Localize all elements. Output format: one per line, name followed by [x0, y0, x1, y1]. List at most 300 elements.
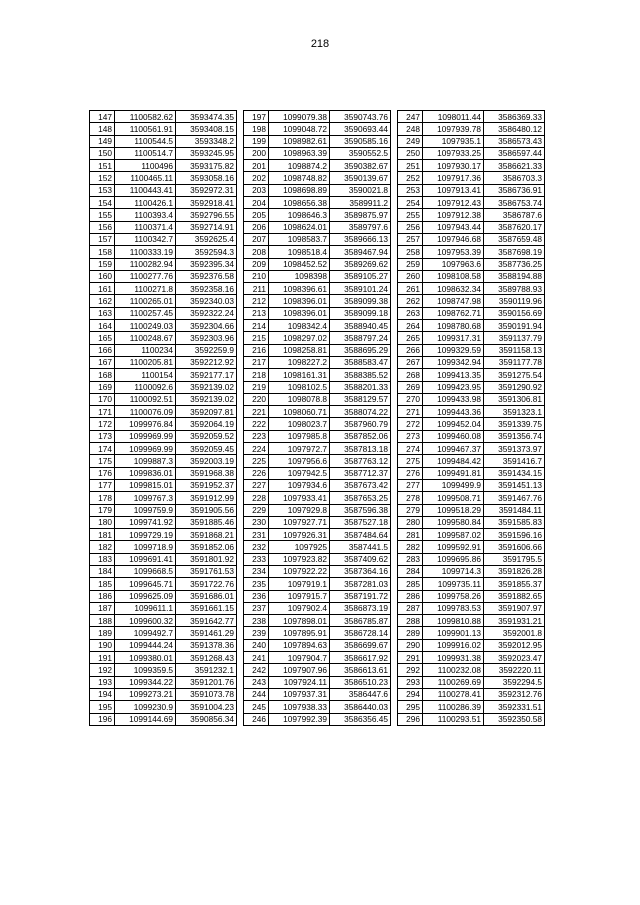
point-number-cell: 155	[90, 209, 115, 221]
point-number-cell: 286	[398, 590, 423, 602]
point-number-cell: 281	[398, 529, 423, 541]
y-coordinate-cell: 3591290.92	[484, 381, 545, 393]
y-coordinate-cell: 3592304.66	[176, 320, 237, 332]
table-row	[398, 553, 545, 565]
y-coordinate-cell: 3587191.72	[330, 590, 391, 602]
table-row	[244, 479, 391, 491]
table-row	[398, 184, 545, 196]
y-coordinate-cell: 3591855.37	[484, 578, 545, 590]
point-number-cell: 216	[244, 344, 269, 356]
point-number-cell: 275	[398, 455, 423, 467]
table-row	[90, 418, 237, 430]
x-coordinate-cell: 1098452.52	[269, 258, 330, 270]
y-coordinate-cell: 3592023.47	[484, 652, 545, 664]
table-row	[90, 590, 237, 602]
x-coordinate-cell: 1099735.11	[423, 578, 484, 590]
y-coordinate-cell: 3592097.81	[176, 406, 237, 418]
table-row	[90, 664, 237, 676]
x-coordinate-cell: 1099810.88	[423, 615, 484, 627]
point-number-cell: 234	[244, 565, 269, 577]
point-number-cell: 151	[90, 160, 115, 172]
table-row	[244, 516, 391, 528]
x-coordinate-cell: 1099380.01	[115, 652, 176, 664]
y-coordinate-cell: 3592064.19	[176, 418, 237, 430]
x-coordinate-cell: 1098060.71	[269, 406, 330, 418]
table-row	[90, 602, 237, 614]
point-number-cell: 285	[398, 578, 423, 590]
point-number-cell: 173	[90, 430, 115, 442]
y-coordinate-cell: 3589099.38	[330, 295, 391, 307]
table-row	[398, 406, 545, 418]
y-coordinate-cell: 3593408.15	[176, 123, 237, 135]
table-row	[244, 418, 391, 430]
y-coordinate-cell: 3591931.21	[484, 615, 545, 627]
x-coordinate-cell: 1098762.71	[423, 307, 484, 319]
x-coordinate-cell: 1100092.51	[115, 393, 176, 405]
table-row	[90, 688, 237, 700]
y-coordinate-cell: 3588129.57	[330, 393, 391, 405]
table-row	[398, 713, 545, 725]
point-number-cell: 190	[90, 639, 115, 651]
table-row	[90, 492, 237, 504]
table-row	[90, 701, 237, 713]
y-coordinate-cell: 3591201.76	[176, 676, 237, 688]
y-coordinate-cell: 3587441.5	[330, 541, 391, 553]
y-coordinate-cell: 3591467.76	[484, 492, 545, 504]
table-row	[398, 615, 545, 627]
x-coordinate-cell: 1099625.09	[115, 590, 176, 602]
x-coordinate-cell: 1097917.36	[423, 172, 484, 184]
x-coordinate-cell: 1099413.35	[423, 369, 484, 381]
table-row	[244, 147, 391, 159]
point-number-cell: 154	[90, 197, 115, 209]
y-coordinate-cell: 3592358.16	[176, 283, 237, 295]
point-number-cell: 207	[244, 233, 269, 245]
table-row	[244, 713, 391, 725]
table-row	[90, 578, 237, 590]
y-coordinate-cell: 3591661.15	[176, 602, 237, 614]
y-coordinate-cell: 3586785.87	[330, 615, 391, 627]
x-coordinate-cell: 1098011.44	[423, 111, 484, 123]
y-coordinate-cell: 3592625.4	[176, 233, 237, 245]
point-number-cell: 221	[244, 406, 269, 418]
y-coordinate-cell: 3588940.45	[330, 320, 391, 332]
point-number-cell: 208	[244, 246, 269, 258]
point-number-cell: 177	[90, 479, 115, 491]
x-coordinate-cell: 1099759.9	[115, 504, 176, 516]
table-row	[398, 565, 545, 577]
x-coordinate-cell: 1097925	[269, 541, 330, 553]
point-number-cell: 287	[398, 602, 423, 614]
x-coordinate-cell: 1098583.7	[269, 233, 330, 245]
x-coordinate-cell: 1097922.22	[269, 565, 330, 577]
table-row	[398, 307, 545, 319]
x-coordinate-cell: 1099443.36	[423, 406, 484, 418]
table-row	[398, 209, 545, 221]
table-row	[244, 209, 391, 221]
point-number-cell: 253	[398, 184, 423, 196]
point-number-cell: 218	[244, 369, 269, 381]
point-number-cell: 238	[244, 615, 269, 627]
table-row	[244, 504, 391, 516]
x-coordinate-cell: 1098747.98	[423, 295, 484, 307]
point-number-cell: 256	[398, 221, 423, 233]
point-number-cell: 245	[244, 701, 269, 713]
table-row	[90, 197, 237, 209]
x-coordinate-cell: 1100092.6	[115, 381, 176, 393]
point-number-cell: 269	[398, 381, 423, 393]
y-coordinate-cell: 3592059.52	[176, 430, 237, 442]
x-coordinate-cell: 1100257.45	[115, 307, 176, 319]
x-coordinate-cell: 1097912.38	[423, 209, 484, 221]
point-number-cell: 262	[398, 295, 423, 307]
y-coordinate-cell: 3592395.34	[176, 258, 237, 270]
point-number-cell: 171	[90, 406, 115, 418]
point-number-cell: 244	[244, 688, 269, 700]
x-coordinate-cell: 1099592.91	[423, 541, 484, 553]
point-number-cell: 249	[398, 135, 423, 147]
y-coordinate-cell: 3592972.31	[176, 184, 237, 196]
point-number-cell: 270	[398, 393, 423, 405]
table-row	[244, 246, 391, 258]
y-coordinate-cell: 3589666.13	[330, 233, 391, 245]
point-number-cell: 201	[244, 160, 269, 172]
table-row	[398, 381, 545, 393]
y-coordinate-cell: 3591339.75	[484, 418, 545, 430]
point-number-cell: 213	[244, 307, 269, 319]
table-row	[90, 455, 237, 467]
table-row	[398, 676, 545, 688]
y-coordinate-cell: 3592796.55	[176, 209, 237, 221]
y-coordinate-cell: 3591882.65	[484, 590, 545, 602]
table-row	[398, 369, 545, 381]
y-coordinate-cell: 3590382.67	[330, 160, 391, 172]
y-coordinate-cell: 3591826.28	[484, 565, 545, 577]
point-number-cell: 160	[90, 270, 115, 282]
table-row	[90, 172, 237, 184]
table-row	[398, 344, 545, 356]
table-row	[244, 443, 391, 455]
x-coordinate-cell: 1099492.7	[115, 627, 176, 639]
y-coordinate-cell: 3587484.64	[330, 529, 391, 541]
point-number-cell: 278	[398, 492, 423, 504]
x-coordinate-cell: 1098102.5	[269, 381, 330, 393]
x-coordinate-cell: 1098518.4	[269, 246, 330, 258]
y-coordinate-cell: 3586736.91	[484, 184, 545, 196]
y-coordinate-cell: 3589101.24	[330, 283, 391, 295]
point-number-cell: 241	[244, 652, 269, 664]
table-row	[398, 443, 545, 455]
x-coordinate-cell: 1100393.4	[115, 209, 176, 221]
point-number-cell: 250	[398, 147, 423, 159]
point-number-cell: 193	[90, 676, 115, 688]
y-coordinate-cell: 3590856.34	[176, 713, 237, 725]
table-row	[90, 233, 237, 245]
point-number-cell: 152	[90, 172, 115, 184]
x-coordinate-cell: 1099691.41	[115, 553, 176, 565]
x-coordinate-cell: 1097926.31	[269, 529, 330, 541]
point-number-cell: 272	[398, 418, 423, 430]
point-number-cell: 182	[90, 541, 115, 553]
x-coordinate-cell: 1100443.41	[115, 184, 176, 196]
y-coordinate-cell: 3592003.19	[176, 455, 237, 467]
table-row	[398, 135, 545, 147]
point-number-cell: 283	[398, 553, 423, 565]
y-coordinate-cell: 3586613.61	[330, 664, 391, 676]
point-number-cell: 194	[90, 688, 115, 700]
y-coordinate-cell: 3591585.83	[484, 516, 545, 528]
y-coordinate-cell: 3591434.15	[484, 467, 545, 479]
point-number-cell: 291	[398, 652, 423, 664]
point-number-cell: 181	[90, 529, 115, 541]
y-coordinate-cell: 3590021.8	[330, 184, 391, 196]
y-coordinate-cell: 3591722.76	[176, 578, 237, 590]
x-coordinate-cell: 1100076.09	[115, 406, 176, 418]
point-number-cell: 222	[244, 418, 269, 430]
table-row	[398, 639, 545, 651]
point-number-cell: 157	[90, 233, 115, 245]
x-coordinate-cell: 1098632.34	[423, 283, 484, 295]
point-number-cell: 263	[398, 307, 423, 319]
x-coordinate-cell: 1099767.3	[115, 492, 176, 504]
point-number-cell: 230	[244, 516, 269, 528]
point-number-cell: 255	[398, 209, 423, 221]
point-number-cell: 296	[398, 713, 423, 725]
y-coordinate-cell: 3592177.17	[176, 369, 237, 381]
point-number-cell: 161	[90, 283, 115, 295]
table-row	[244, 369, 391, 381]
table-row	[90, 652, 237, 664]
table-row	[398, 467, 545, 479]
table-row	[398, 652, 545, 664]
point-number-cell: 192	[90, 664, 115, 676]
coordinate-table-1	[89, 110, 237, 726]
y-coordinate-cell: 3592303.96	[176, 332, 237, 344]
point-number-cell: 189	[90, 627, 115, 639]
x-coordinate-cell: 1100496	[115, 160, 176, 172]
point-number-cell: 172	[90, 418, 115, 430]
table-row	[244, 565, 391, 577]
table-row	[90, 516, 237, 528]
y-coordinate-cell: 3591373.97	[484, 443, 545, 455]
table-row	[398, 393, 545, 405]
x-coordinate-cell: 1097985.8	[269, 430, 330, 442]
table-row	[90, 295, 237, 307]
table-row	[90, 639, 237, 651]
x-coordinate-cell: 1099741.92	[115, 516, 176, 528]
y-coordinate-cell: 3591905.56	[176, 504, 237, 516]
table-row	[90, 553, 237, 565]
point-number-cell: 203	[244, 184, 269, 196]
y-coordinate-cell: 3586597.44	[484, 147, 545, 159]
table-row	[244, 111, 391, 123]
table-row	[90, 111, 237, 123]
x-coordinate-cell: 1099342.94	[423, 356, 484, 368]
table-row	[90, 147, 237, 159]
x-coordinate-cell: 1100561.91	[115, 123, 176, 135]
point-number-cell: 231	[244, 529, 269, 541]
y-coordinate-cell: 3590139.67	[330, 172, 391, 184]
y-coordinate-cell: 3592259.9	[176, 344, 237, 356]
y-coordinate-cell: 3587409.62	[330, 553, 391, 565]
x-coordinate-cell: 1097904.7	[269, 652, 330, 664]
x-coordinate-cell: 1099783.53	[423, 602, 484, 614]
x-coordinate-cell: 1100269.69	[423, 676, 484, 688]
x-coordinate-cell: 1097902.4	[269, 602, 330, 614]
x-coordinate-cell: 1099695.86	[423, 553, 484, 565]
y-coordinate-cell: 3587736.25	[484, 258, 545, 270]
y-coordinate-cell: 3590552.5	[330, 147, 391, 159]
x-coordinate-cell: 1099887.3	[115, 455, 176, 467]
x-coordinate-cell: 1099714.3	[423, 565, 484, 577]
x-coordinate-cell: 1098108.58	[423, 270, 484, 282]
y-coordinate-cell: 3586617.92	[330, 652, 391, 664]
table-row	[244, 393, 391, 405]
table-row	[398, 258, 545, 270]
x-coordinate-cell: 1098161.31	[269, 369, 330, 381]
point-number-cell: 167	[90, 356, 115, 368]
point-number-cell: 217	[244, 356, 269, 368]
table-row	[244, 295, 391, 307]
point-number-cell: 290	[398, 639, 423, 651]
y-coordinate-cell: 3590119.96	[484, 295, 545, 307]
y-coordinate-cell: 3587763.12	[330, 455, 391, 467]
table-row	[244, 652, 391, 664]
point-number-cell: 289	[398, 627, 423, 639]
x-coordinate-cell: 1097992.39	[269, 713, 330, 725]
table-row	[398, 418, 545, 430]
point-number-cell: 158	[90, 246, 115, 258]
y-coordinate-cell: 3586621.33	[484, 160, 545, 172]
y-coordinate-cell: 3590156.69	[484, 307, 545, 319]
point-number-cell: 168	[90, 369, 115, 381]
x-coordinate-cell: 1099499.9	[423, 479, 484, 491]
page-number: 218	[310, 38, 330, 50]
y-coordinate-cell: 3589788.93	[484, 283, 545, 295]
x-coordinate-cell: 1100271.8	[115, 283, 176, 295]
table-row	[398, 221, 545, 233]
point-number-cell: 185	[90, 578, 115, 590]
y-coordinate-cell: 3591761.53	[176, 565, 237, 577]
x-coordinate-cell: 1097923.82	[269, 553, 330, 565]
x-coordinate-cell: 1099901.13	[423, 627, 484, 639]
x-coordinate-cell: 1099444.24	[115, 639, 176, 651]
table-row	[398, 356, 545, 368]
y-coordinate-cell: 3593348.2	[176, 135, 237, 147]
point-number-cell: 175	[90, 455, 115, 467]
y-coordinate-cell: 3588695.29	[330, 344, 391, 356]
x-coordinate-cell: 1100293.51	[423, 713, 484, 725]
x-coordinate-cell: 1097943.44	[423, 221, 484, 233]
y-coordinate-cell: 3591137.79	[484, 332, 545, 344]
point-number-cell: 268	[398, 369, 423, 381]
y-coordinate-cell: 3587596.38	[330, 504, 391, 516]
y-coordinate-cell: 3588385.52	[330, 369, 391, 381]
y-coordinate-cell: 3586356.45	[330, 713, 391, 725]
table-row	[244, 639, 391, 651]
point-number-cell: 274	[398, 443, 423, 455]
table-row	[90, 246, 237, 258]
point-number-cell: 179	[90, 504, 115, 516]
table-row	[398, 529, 545, 541]
y-coordinate-cell: 3591952.37	[176, 479, 237, 491]
table-row	[90, 479, 237, 491]
x-coordinate-cell: 1097898.01	[269, 615, 330, 627]
table-row	[398, 664, 545, 676]
point-number-cell: 257	[398, 233, 423, 245]
table-row	[90, 541, 237, 553]
point-number-cell: 169	[90, 381, 115, 393]
y-coordinate-cell: 3586703.3	[484, 172, 545, 184]
table-row	[398, 492, 545, 504]
table-row	[244, 578, 391, 590]
table-row	[244, 160, 391, 172]
y-coordinate-cell: 3591306.81	[484, 393, 545, 405]
point-number-cell: 199	[244, 135, 269, 147]
y-coordinate-cell: 3586369.33	[484, 111, 545, 123]
point-number-cell: 228	[244, 492, 269, 504]
y-coordinate-cell: 3591073.78	[176, 688, 237, 700]
y-coordinate-cell: 3590743.76	[330, 111, 391, 123]
point-number-cell: 280	[398, 516, 423, 528]
point-number-cell: 170	[90, 393, 115, 405]
x-coordinate-cell: 1100277.76	[115, 270, 176, 282]
y-coordinate-cell: 3592376.58	[176, 270, 237, 282]
point-number-cell: 239	[244, 627, 269, 639]
table-row	[398, 233, 545, 245]
x-coordinate-cell: 1100248.67	[115, 332, 176, 344]
y-coordinate-cell: 3591461.29	[176, 627, 237, 639]
table-row	[90, 283, 237, 295]
y-coordinate-cell: 3590585.16	[330, 135, 391, 147]
x-coordinate-cell: 1099344.22	[115, 676, 176, 688]
table-row	[90, 332, 237, 344]
x-coordinate-cell: 1098963.39	[269, 147, 330, 159]
y-coordinate-cell: 3586440.03	[330, 701, 391, 713]
x-coordinate-cell: 1099969.99	[115, 443, 176, 455]
x-coordinate-cell: 1098698.89	[269, 184, 330, 196]
table-row	[244, 676, 391, 688]
point-number-cell: 195	[90, 701, 115, 713]
y-coordinate-cell: 3592714.91	[176, 221, 237, 233]
table-row	[244, 307, 391, 319]
point-number-cell: 248	[398, 123, 423, 135]
y-coordinate-cell: 3589911.2	[330, 197, 391, 209]
point-number-cell: 277	[398, 479, 423, 491]
x-coordinate-cell: 1099645.71	[115, 578, 176, 590]
x-coordinate-cell: 1100333.19	[115, 246, 176, 258]
point-number-cell: 251	[398, 160, 423, 172]
point-number-cell: 204	[244, 197, 269, 209]
table-row	[90, 135, 237, 147]
table-row	[244, 258, 391, 270]
table-row	[90, 356, 237, 368]
y-coordinate-cell: 3586573.43	[484, 135, 545, 147]
x-coordinate-cell: 1099611.1	[115, 602, 176, 614]
table-row	[398, 578, 545, 590]
table-row	[398, 295, 545, 307]
point-number-cell: 165	[90, 332, 115, 344]
x-coordinate-cell: 1099668.5	[115, 565, 176, 577]
table-row	[90, 221, 237, 233]
table-row	[90, 713, 237, 725]
table-row	[398, 590, 545, 602]
point-number-cell: 166	[90, 344, 115, 356]
y-coordinate-cell: 3586447.6	[330, 688, 391, 700]
x-coordinate-cell: 1097939.78	[423, 123, 484, 135]
point-number-cell: 205	[244, 209, 269, 221]
x-coordinate-cell: 1099329.59	[423, 344, 484, 356]
